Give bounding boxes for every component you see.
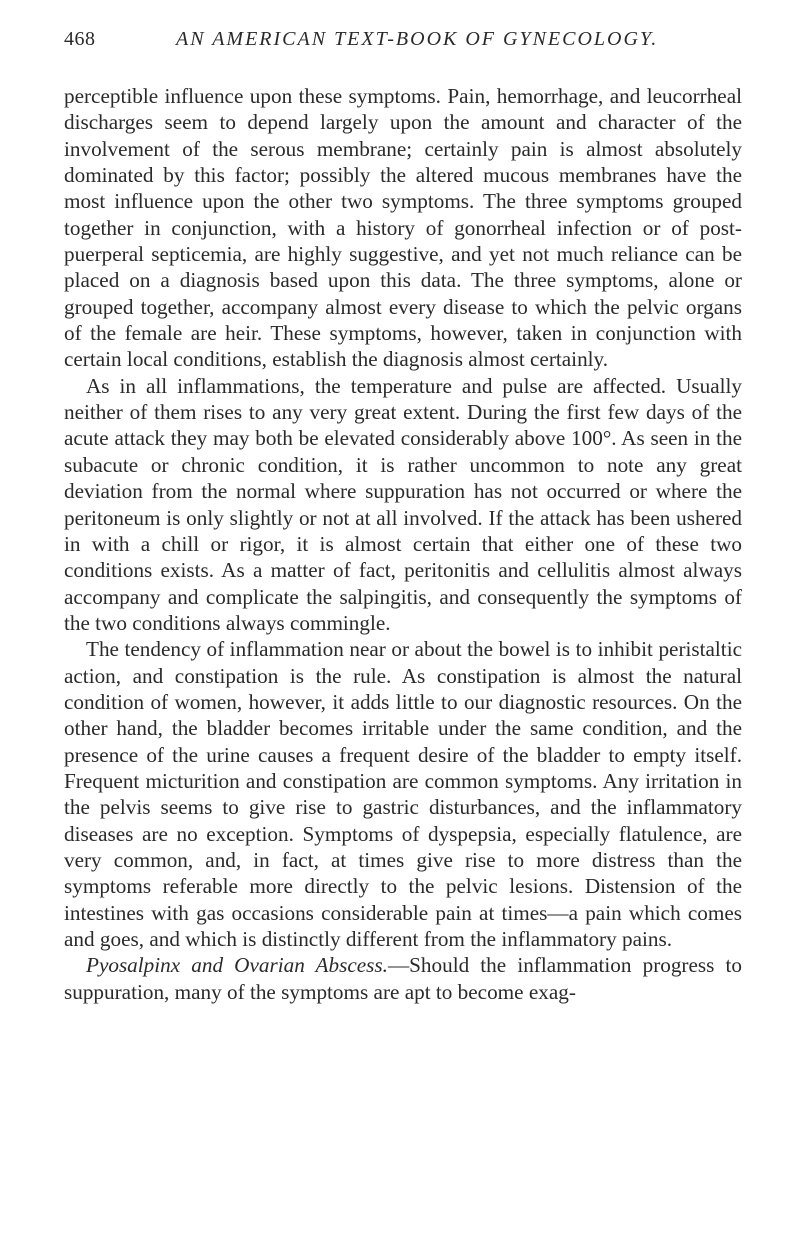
paragraph-bowel-bladder: The tendency of inflammation near or about the bowel is to inhibit peristaltic action, and constipation is the rule. As constipation is almost the natural condition of women, however, it adds little to our diagnostic resources. On the other hand, the bladder becomes irritable under the same condition, and the presence of the urine causes a frequent desire of the bladder to empty itself. Frequent micturition and constipation are common symptoms. Any irritation in the pelvis seems to give rise to gastric disturbances, and the inflammatory diseases are no exception. Symptoms of dyspepsia, especially flatulence, are very common, and, in fact, at times give rise to more distress than the symptoms referable more directly to the pelvic lesions. Distension of the intestines with gas occasions considerable pain at times—a pain which comes and goes, and which is distinctly different from the inflammatory pains. (64, 637, 742, 951)
paragraph-pyosalpinx (64, 952, 742, 1005)
paragraph-temperature-pulse: As in all inflammations, the temperature and pulse are affected. Usually neither of them rises to any very great extent. During the first few days of the acute attack they may both be elevated considerably above 100°. As seen in the subacute or chronic condition, it is rather uncommon to note any great deviation from the normal where suppuration has not occurred or where the peritoneum is only slightly or not at all involved. If the attack has been ushered in with a chill or rigor, it is almost certain that either one of these two conditions exists. As a matter of fact, peritonitis and cellulitis almost always accompany and complicate the salpingitis, and consequently the symptoms of the two conditions always commingle. (64, 373, 742, 635)
paragraph-continued: perceptible influence upon these symptoms. Pain, hemorrhage, and leucorrheal discharges seem to depend largely upon the amount and character of the involvement of the serous membrane; certainly pain is almost absolutely dominated by this factor; possibly the altered mucous membranes have the most influence upon the other two symptoms. The three symptoms grouped together in conjunction, with a history of gonorrheal infection or of post-puerperal septicemia, are highly suggestive, and yet not much reliance can be placed on a diagnosis based upon this data. The three symptoms, alone or grouped together, accompany almost every disease to which the pelvic organs of the female are heir. These symptoms, however, taken in conjunction with certain local conditions, establish the diagnosis almost certainly. (64, 84, 742, 372)
page-header (64, 28, 742, 56)
running-head: AN AMERICAN TEXT-BOOK OF GYNECOLOGY. (176, 28, 659, 50)
section-subheading: Pyosalpinx and Ovarian Abscess. (86, 953, 388, 978)
paragraph-text: —Should the inflammation progress to suppuration, many of the symptoms are apt to become exag- (64, 953, 742, 1004)
body-text (64, 83, 742, 1005)
page-number: 468 (64, 28, 96, 50)
